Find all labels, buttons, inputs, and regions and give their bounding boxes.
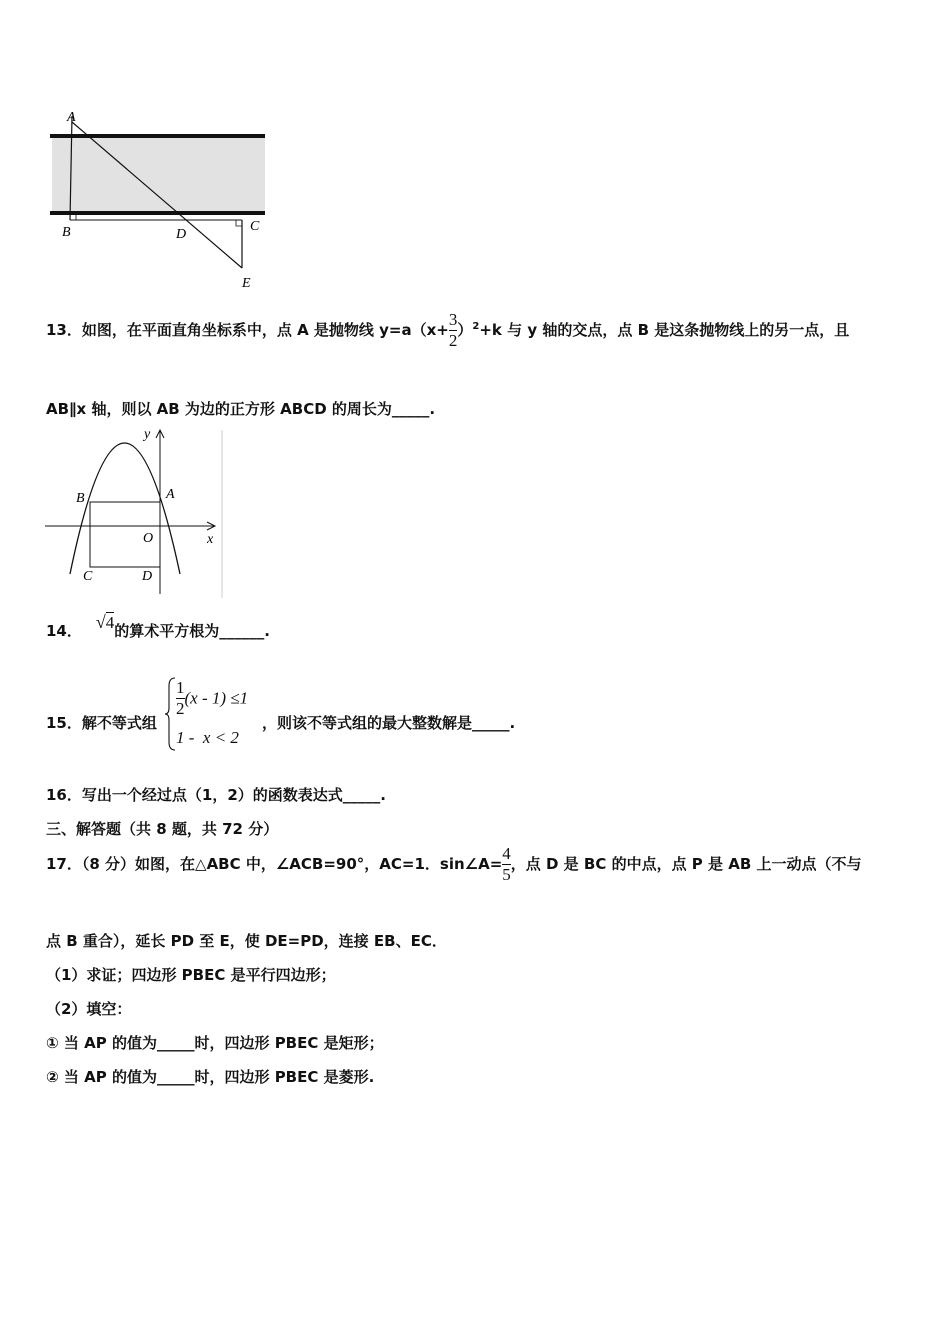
question-number: 16．: [46, 786, 82, 804]
label-c: C: [83, 569, 93, 584]
label-a: A: [166, 487, 175, 502]
question-15-label: [46, 712, 157, 733]
question-text: ，点 D 是 BC 的中点，点 P 是 AB 上一动点（不与: [510, 855, 862, 873]
question-17-part1: （1）求证；四边形 PBEC 是平行四边形；: [46, 966, 336, 984]
figure-parabola-square: [40, 422, 230, 600]
label-x: x: [207, 532, 214, 547]
figure-parallel-lines: [40, 100, 280, 300]
fraction-numerator: 1: [176, 678, 185, 697]
fraction-denominator: 5: [502, 865, 511, 884]
question-16: [46, 784, 386, 805]
fraction-denominator: 2: [448, 331, 458, 350]
label-o: O: [143, 531, 154, 546]
question-text: +k 与 y 轴的交点，点 B 是这条抛物线上的另一点，且: [479, 321, 850, 339]
question-text: 解不等式组: [81, 714, 157, 732]
label-d: D: [176, 227, 187, 242]
question-number: 15．: [46, 714, 82, 732]
fraction-4-5: [502, 844, 511, 885]
question-text: ）: [457, 321, 473, 339]
fraction-numerator: 3: [448, 310, 458, 329]
question-text: （8 分）如图，在△ABC 中，∠ACB=90°，AC=1．sin∠A=: [81, 855, 503, 873]
parabola: [70, 443, 180, 574]
question-17-line1: [46, 844, 862, 885]
right-angle-c: [236, 220, 242, 226]
label-y: y: [144, 427, 151, 442]
label-a: A: [67, 110, 76, 125]
question-13-line1: [46, 310, 849, 351]
question-number: 14．: [46, 622, 82, 640]
question-15-tail: ，则该不等式组的最大整数解是_____.: [262, 714, 516, 732]
question-text: 的算术平方根为______.: [114, 622, 270, 640]
sqrt-expression: √4: [95, 612, 115, 632]
shaded-band: [52, 136, 265, 213]
radicand: 4: [105, 613, 115, 632]
inequality-1-rest: (x - 1) ≤1: [184, 688, 249, 708]
label-b: B: [76, 491, 85, 506]
question-14: [46, 612, 270, 641]
inequality-1: [176, 678, 248, 719]
question-17-sub2: ② 当 AP 的值为_____时，四边形 PBEC 是菱形.: [46, 1068, 375, 1086]
fraction-numerator: 4: [502, 844, 511, 863]
question-13-line2: AB∥x 轴，则以 AB 为边的正方形 ABCD 的周长为_____.: [46, 400, 436, 418]
label-d: D: [142, 569, 153, 584]
question-text: 如图，在平面直角坐标系中，点 A 是抛物线 y=a（x+: [81, 321, 449, 339]
inequality-2: 1 - x < 2: [176, 728, 239, 747]
question-17-part2: （2）填空：: [46, 1000, 132, 1018]
question-17-sub1: ① 当 AP 的值为_____时，四边形 PBEC 是矩形；: [46, 1034, 384, 1052]
section-heading: 三、解答题（共 8 题，共 72 分）: [46, 820, 279, 838]
label-b: B: [62, 225, 71, 240]
label-e: E: [242, 276, 251, 291]
exponent: 2: [472, 321, 480, 332]
question-number: 17．: [46, 855, 82, 873]
question-17-line2: 点 B 重合），延长 PD 至 E，使 DE=PD，连接 EB、EC．: [46, 932, 447, 950]
label-c: C: [250, 219, 260, 234]
fraction-denominator: 2: [176, 699, 185, 718]
question-text: 写出一个经过点（1，2）的函数表达式_____.: [81, 786, 386, 804]
question-number: 13．: [46, 321, 82, 339]
